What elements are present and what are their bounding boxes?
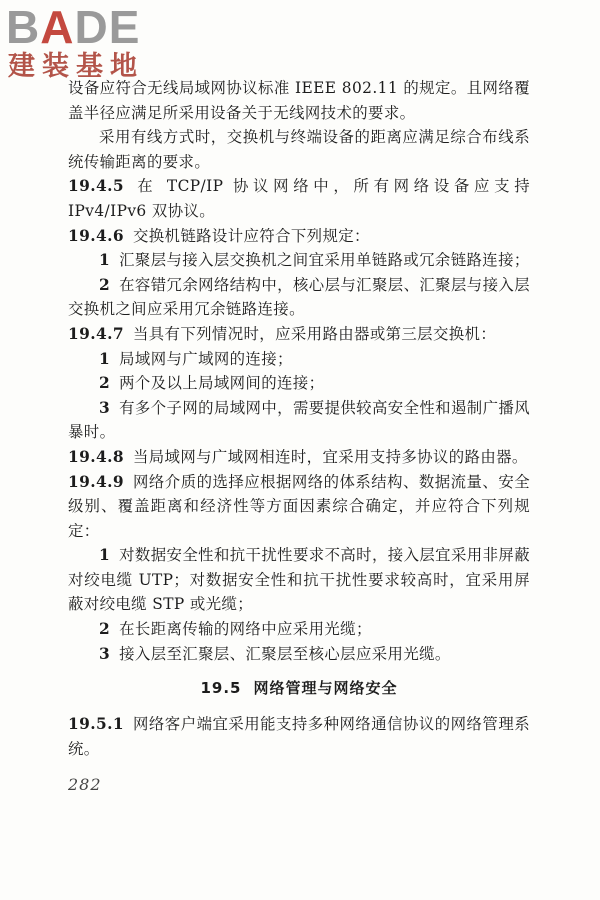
clause — [68, 224, 530, 249]
item-number: 1 — [99, 251, 111, 270]
list-item — [68, 617, 530, 642]
item-number: 1 — [99, 546, 111, 565]
item-text: 汇聚层与接入层交换机之间宜采用单链路或冗余链路连接； — [119, 251, 530, 270]
clause-number: 19.4.8 — [68, 447, 124, 466]
section-title-text: 网络管理与网络安全 — [253, 679, 398, 698]
page-number: 282 — [68, 775, 102, 795]
clause-text: 网络介质的选择应根据网络的体系结构、数据流量、安全级别、覆盖距离和经济性等方面因素综合确定，并应符合下列规定： — [68, 472, 530, 540]
clause — [68, 174, 530, 223]
clause — [68, 712, 530, 761]
item-number: 1 — [99, 349, 111, 368]
document-page — [68, 76, 530, 794]
continued-paragraph: 采用有线方式时，交换机与终端设备的距离应满足综合布线系统传输距离的要求。 — [68, 128, 530, 171]
list-item — [68, 371, 530, 396]
clause-number: 19.4.7 — [68, 324, 124, 343]
clause-number: 19.4.9 — [68, 472, 124, 491]
clause — [68, 445, 530, 470]
clause — [68, 470, 530, 544]
item-text: 有多个子网的局域网中，需要提供较高安全性和遏制广播风暴时。 — [68, 398, 530, 442]
item-number: 2 — [99, 374, 111, 393]
item-text: 对数据安全性和抗干扰性要求不高时，接入层宜采用非屏蔽对绞电缆 UTP；对数据安全性和抗干扰性要求较高时，宜采用屏蔽对绞电缆 STP 或光缆； — [68, 546, 530, 614]
clause-number: 19.5.1 — [68, 715, 124, 734]
list-item — [68, 396, 530, 445]
clause-text: 交换机链路设计应符合下列规定： — [132, 226, 370, 245]
section-number: 19.5 — [200, 679, 242, 698]
clause-number: 19.4.6 — [68, 226, 124, 245]
clause-text: 在 TCP/IP 协议网络中，所有网络设备应支持 IPv4/IPv6 双协议。 — [68, 177, 530, 220]
clause-text: 当具有下列情况时，应采用路由器或第三层交换机： — [132, 324, 497, 343]
clause — [68, 322, 530, 347]
list-item — [68, 273, 530, 322]
item-text: 在长距离传输的网络中应采用光缆； — [119, 620, 372, 639]
watermark-brand: BADE — [6, 1, 141, 53]
clause-number: 19.4.5 — [68, 177, 124, 196]
item-number: 3 — [99, 398, 111, 417]
list-item — [68, 543, 530, 617]
section-heading — [68, 676, 530, 700]
item-number: 2 — [99, 620, 111, 639]
clause-text: 当局域网与广域网相连时，宜采用支持多协议的路由器。 — [132, 447, 528, 466]
list-item — [68, 347, 530, 372]
item-number: 2 — [99, 275, 111, 294]
list-item — [68, 248, 530, 273]
item-text: 两个及以上局域网间的连接； — [119, 374, 325, 393]
watermark-subtitle: 建装基地 — [8, 51, 144, 82]
item-number: 3 — [99, 644, 111, 663]
clause-text: 网络客户端宜采用能支持多种网络通信协议的网络管理系统。 — [68, 715, 530, 758]
continued-paragraph: 设备应符合无线局域网协议标准 IEEE 802.11 的规定。且网络覆盖半径应满足所采用设备关于无线网技术的要求。 — [68, 79, 530, 122]
item-text: 在容错冗余网络结构中，核心层与汇聚层、汇聚层与接入层交换机之间应采用冗余链路连接。 — [68, 275, 530, 319]
list-item — [68, 642, 530, 667]
item-text: 局域网与广域网的连接； — [119, 349, 293, 368]
watermark-logo — [6, 2, 144, 82]
item-text: 接入层至汇聚层、汇聚层至核心层应采用光缆。 — [119, 644, 451, 663]
